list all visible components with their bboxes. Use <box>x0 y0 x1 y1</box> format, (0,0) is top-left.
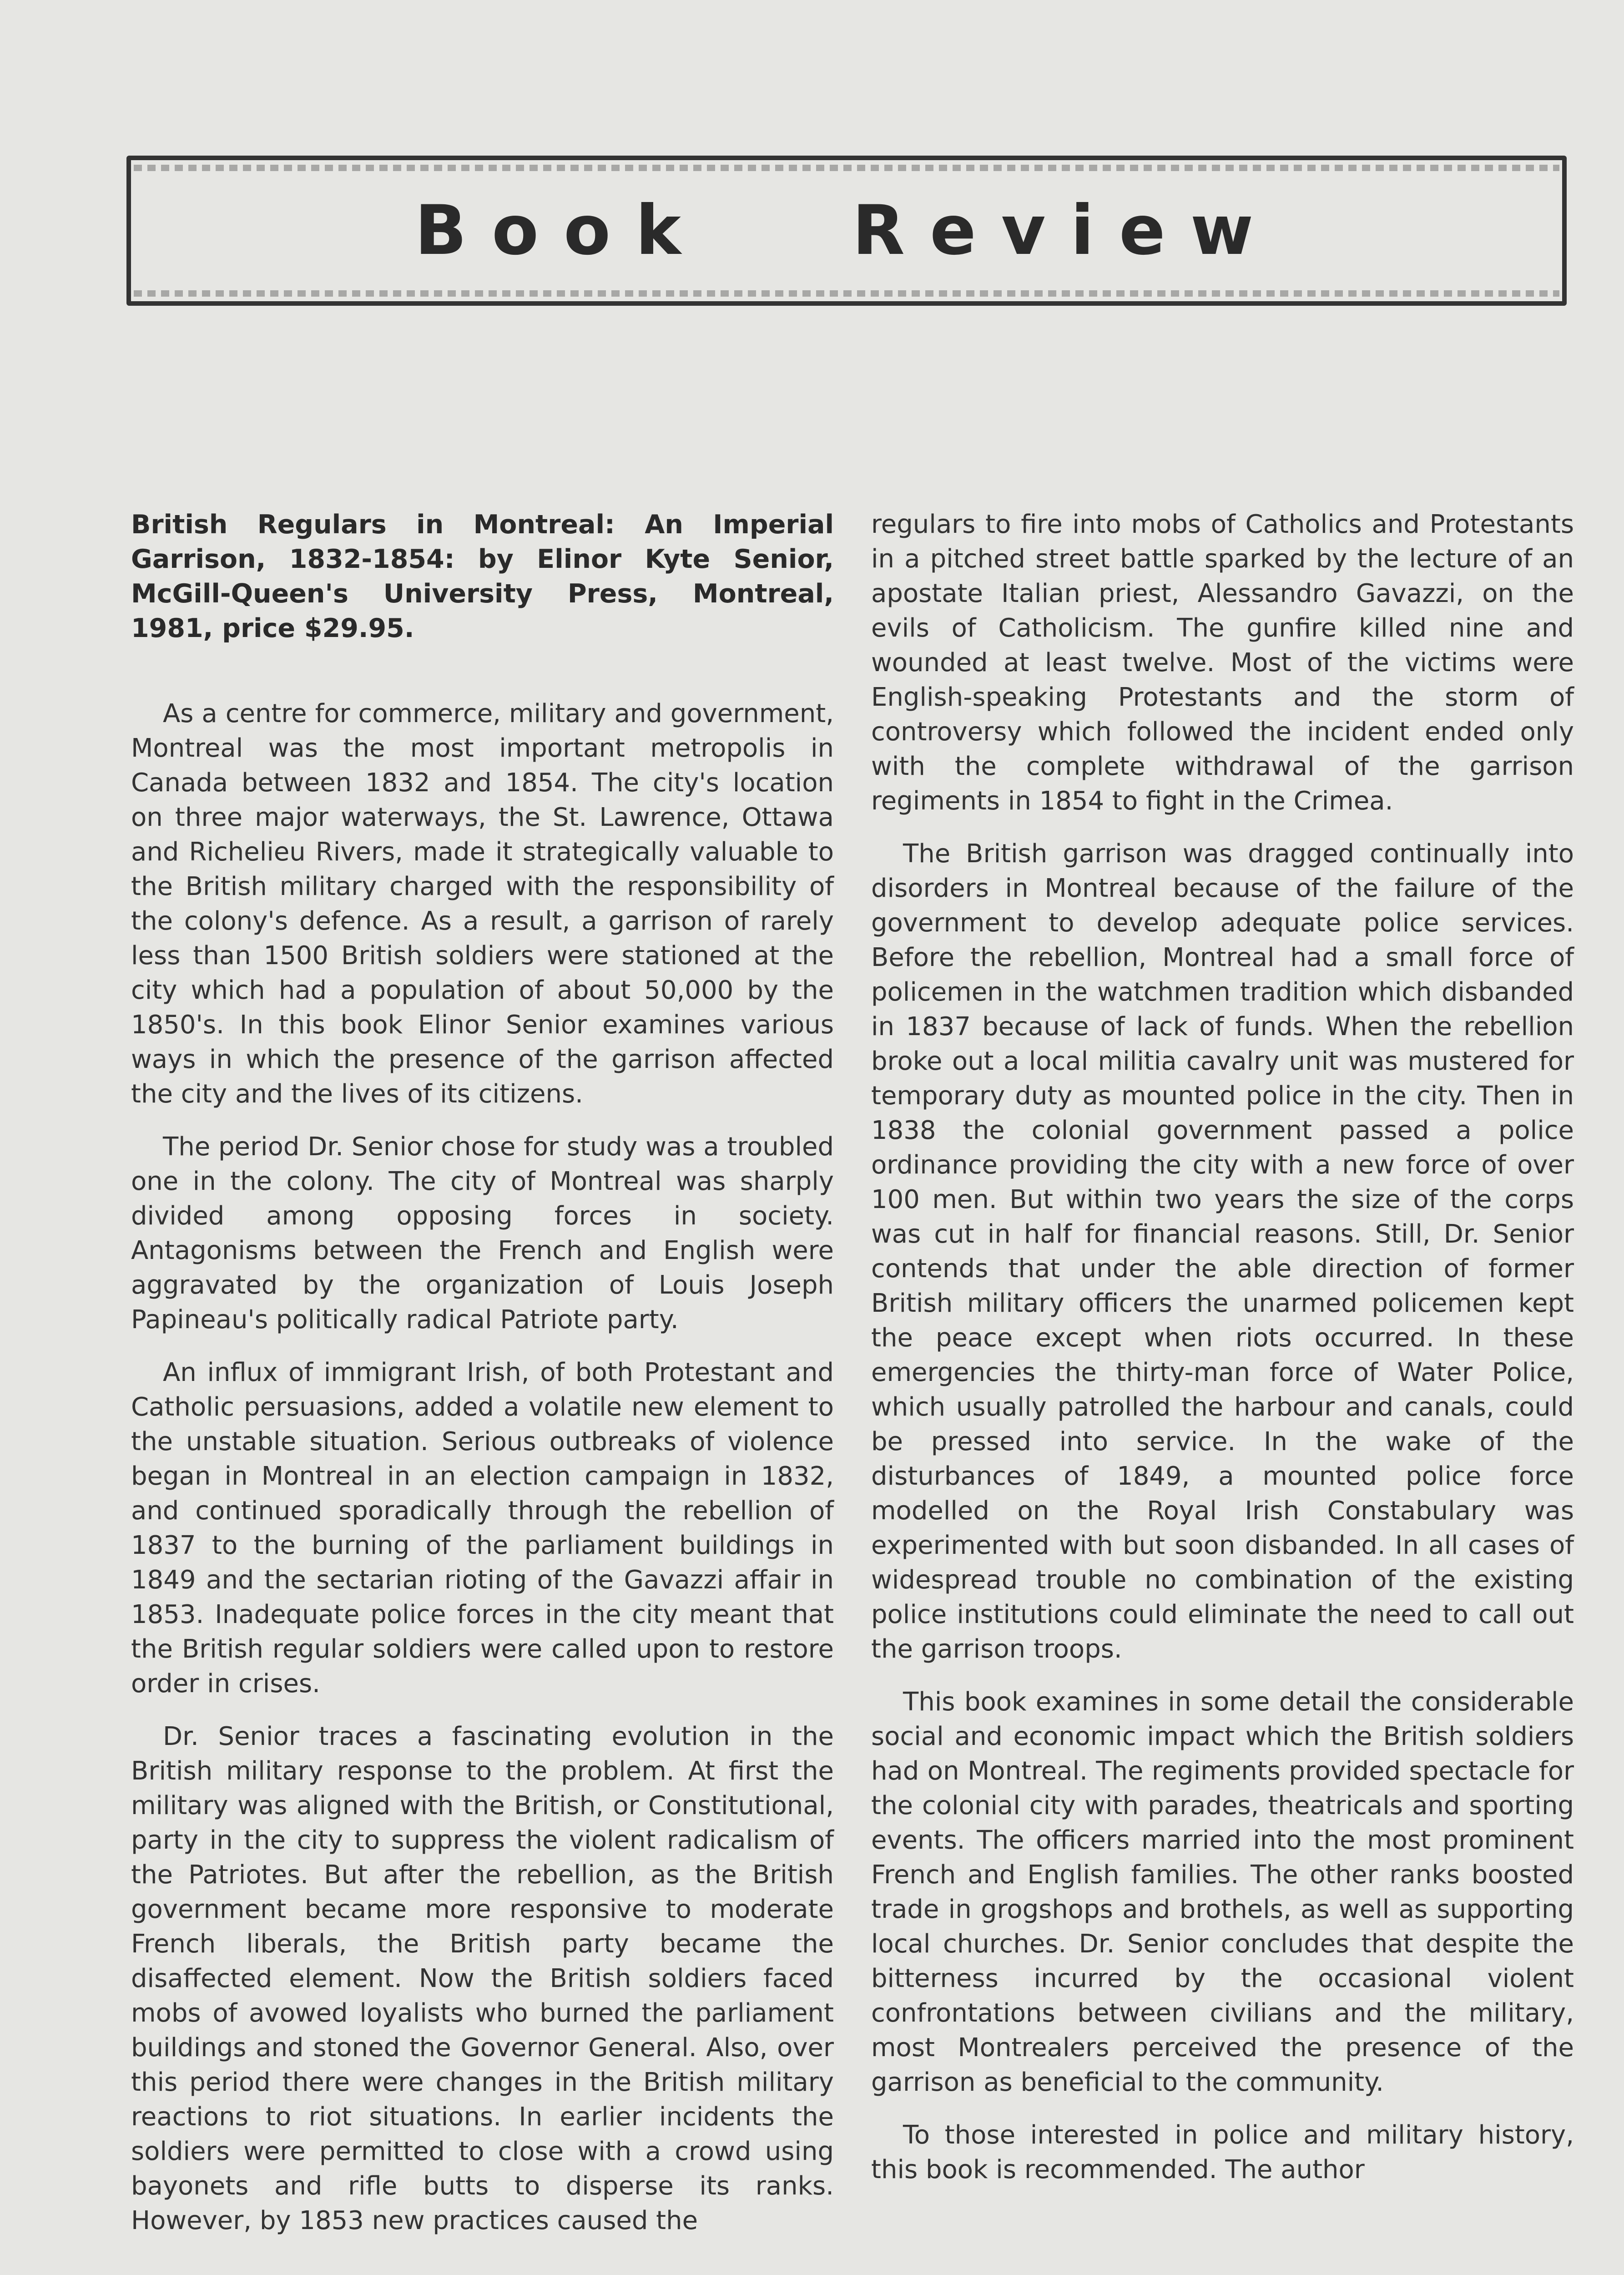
paragraph-continuation: regulars to fire into mobs of Catholics and Protestants in a pitched street battle sparked by the lecture of an apostate Italian priest, Alessandro Gavazzi, on the evils of Catholicism. The gunfire killed nine and wounded at least twelve. Most of the victims were English-speaking Protestants and the storm of controversy which followed the incident ended only with the complete withdrawal of the garrison regiments in 1854 to fight in the Crimea. <box>871 510 1574 816</box>
page-title: Book Review <box>414 191 1279 270</box>
paragraph: This book examines in some detail the considerable social and economic impact which the British soldiers had on Montreal. The regiments provided spectacle for the colonial city with parades, theatricals and sporting events. The officers married into the most prominent French and English families. The other ranks boosted trade in grogshops and brothels, as well as supporting local churches. Dr. Senior concludes that despite the bitterness incurred by the occasional violent confrontations between civilians and the military, most Montrealers perceived the presence of the garrison as beneficial to the community. <box>871 1687 1574 2097</box>
left-column <box>131 507 834 2256</box>
book-citation: British Regulars in Montreal: An Imperial Garrison, 1832-1854: by Elinor Kyte Senior, McGill-Queen's University Press, Montreal, 1981, price $29.95. <box>131 510 834 643</box>
paragraph: An influx of immigrant Irish, of both Protestant and Catholic persuasions, added a volatile new element to the unstable situation. Serious outbreaks of violence began in Montreal in an election campaign in 1832, and continued sporadically through the rebellion of 1837 to the burning of the parliament buildings in 1849 and the sectarian rioting of the Gavazzi affair in 1853. Inadequate police forces in the city meant that the British regular soldiers were called upon to restore order in crises. <box>131 1358 834 1699</box>
right-column <box>871 507 1574 2205</box>
title-banner <box>126 156 1567 306</box>
paragraph: To those interested in police and military history, this book is recommended. The author <box>871 2120 1574 2184</box>
paragraph: As a centre for commerce, military and government, Montreal was the most important metropolis in Canada between 1832 and 1854. The city's location on three major waterways, the St. Lawrence, Ottawa and Richelieu Rivers, made it strategically valuable to the British military charged with the responsibility of the colony's defence. As a result, a garrison of rarely less than 1500 British soldiers were stationed at the city which had a population of about 50,000 by the 1850's. In this book Elinor Senior examines various ways in which the presence of the garrison affected the city and the lives of its citizens. <box>131 699 834 1109</box>
paragraph: Dr. Senior traces a fascinating evolution in the British military response to the problem. At first the military was aligned with the British, or Constitutional, party in the city to suppress the violent radicalism of the Patriotes. But after the rebellion, as the British government became more responsive to moderate French liberals, the British party became the disaffected element. Now the British soldiers faced mobs of avowed loyalists who burned the parliament buildings and stoned the Governor General. Also, over this period there were changes in the British military reactions to riot situations. In earlier incidents the soldiers were permitted to close with a crowd using bayonets and rifle butts to disperse its ranks. However, by 1853 new practices caused the <box>131 1722 834 2235</box>
paragraph: The period Dr. Senior chose for study was a troubled one in the colony. The city of Montreal was sharply divided among opposing forces in society. Antagonisms between the French and English were aggravated by the organization of Louis Joseph Papineau's politically radical Patriote party. <box>131 1132 834 1335</box>
paragraph: The British garrison was dragged continually into disorders in Montreal because of the failure of the government to develop adequate police services. Before the rebellion, Montreal had a small force of policemen in the watchmen tradition which disbanded in 1837 because of lack of funds. When the rebellion broke out a local militia cavalry unit was mustered for temporary duty as mounted police in the city. Then in 1838 the colonial government passed a police ordinance providing the city with a new force of over 100 men. But within two years the size of the corps was cut in half for financial reasons. Still, Dr. Senior contends that under the able direction of former British military officers the unarmed policemen kept the peace except when riots occurred. In these emergencies the thirty-man force of Water Police, which usually patrolled the harbour and canals, could be pressed into service. In the wake of the disturbances of 1849, a mounted police force modelled on the Royal Irish Constabulary was experimented with but soon disbanded. In all cases of widespread trouble no combination of the existing police institutions could eliminate the need to call out the garrison troops. <box>871 839 1574 1664</box>
